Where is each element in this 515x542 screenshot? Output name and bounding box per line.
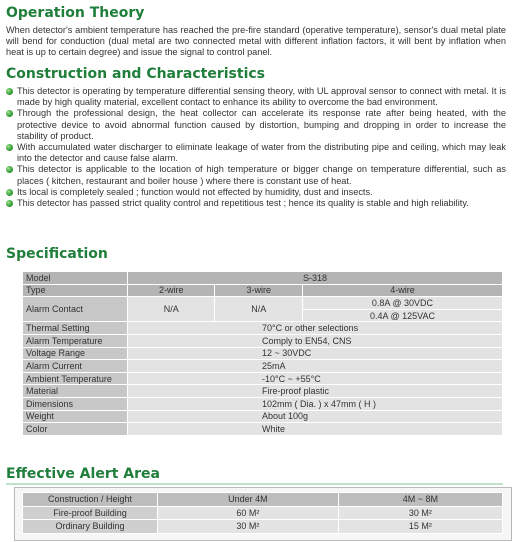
spec-value: About 100g <box>128 410 503 423</box>
spec-label: Alarm Contact <box>23 297 128 322</box>
spec-value: 102mm ( Dia. ) x 47mm ( H ) <box>128 397 503 410</box>
table-row <box>23 493 503 507</box>
table-row <box>23 322 503 335</box>
alert-value: 30 M² <box>338 506 502 520</box>
table-row <box>23 520 503 534</box>
spec-label: Ambient Temperature <box>23 372 128 385</box>
alert-value: 15 M² <box>338 520 502 534</box>
operation-theory-title: Operation Theory <box>6 5 145 21</box>
construction-item: With accumulated water discharger to eliminate leakage of water from the distributing pipe and ceiling, which may leak into the detector and cause false alarm. <box>6 142 506 164</box>
construction-title: Construction and Characteristics <box>6 66 265 82</box>
spec-alarm-contact-3wire: N/A <box>215 297 302 322</box>
construction-item: Through the professional design, the heat collector can accelerate its response rate after being heated, with the protective device to avoid abnormal function caused by distortion, bumping and dropping in order to increase the stability of product. <box>6 108 506 142</box>
table-row <box>23 385 503 398</box>
spec-label: Alarm Temperature <box>23 334 128 347</box>
spec-model-value: S-318 <box>128 272 503 285</box>
construction-list <box>6 86 506 209</box>
green-bullet-icon <box>6 200 13 207</box>
spec-value: Comply to EN54, CNS <box>128 334 503 347</box>
green-bullet-icon <box>6 88 13 95</box>
table-row <box>23 372 503 385</box>
spec-label: Type <box>23 284 128 297</box>
table-row <box>23 347 503 360</box>
spec-type-2wire: 2-wire <box>128 284 215 297</box>
spec-alarm-contact-2wire: N/A <box>128 297 215 322</box>
alert-value: 60 M² <box>158 506 339 520</box>
table-row <box>23 284 503 297</box>
spec-label: Color <box>23 423 128 436</box>
spec-alarm-contact-4wire-dc: 0.8A @ 30VDC <box>302 297 502 310</box>
spec-type-4wire: 4-wire <box>302 284 502 297</box>
green-bullet-icon <box>6 189 13 196</box>
table-row <box>23 297 503 310</box>
construction-item: This detector is applicable to the location of high temperature or bigger change on temperature differential, such as places ( kitchen, restaurant and boiler house ) where there is constant use of heat. <box>6 164 506 186</box>
spec-value: -10°C ~ +55°C <box>128 372 503 385</box>
specification-table <box>22 271 503 436</box>
spec-type-3wire: 3-wire <box>215 284 302 297</box>
table-row <box>23 506 503 520</box>
title-underline <box>6 483 503 485</box>
table-row <box>23 423 503 436</box>
spec-alarm-contact-4wire-ac: 0.4A @ 125VAC <box>302 309 502 322</box>
table-row <box>23 397 503 410</box>
green-bullet-icon <box>6 110 13 117</box>
spec-label: Model <box>23 272 128 285</box>
alert-area-title: Effective Alert Area <box>6 466 160 482</box>
alert-label: Fire-proof Building <box>23 506 158 520</box>
alert-header: 4M ~ 8M <box>338 493 502 507</box>
alert-header: Under 4M <box>158 493 339 507</box>
spec-label: Thermal Setting <box>23 322 128 335</box>
spec-label: Material <box>23 385 128 398</box>
spec-label: Voltage Range <box>23 347 128 360</box>
construction-item: This detector is operating by temperature differential sensing theory, with UL approval sensor to connect with metal. It is made by high quality material, excellent contact to enhance its ability to overcome the bad environment. <box>6 86 506 108</box>
spec-label: Dimensions <box>23 397 128 410</box>
spec-value: Fire-proof plastic <box>128 385 503 398</box>
spec-value: 70°C or other selections <box>128 322 503 335</box>
spec-label: Weight <box>23 410 128 423</box>
table-row <box>23 334 503 347</box>
alert-area-table <box>22 492 503 534</box>
green-bullet-icon <box>6 166 13 173</box>
spec-value: White <box>128 423 503 436</box>
construction-item: This detector has passed strict quality control and repetitious test ; hence its quality is stable and high reliability. <box>6 198 506 209</box>
table-row <box>23 410 503 423</box>
spec-value: 12 ~ 30VDC <box>128 347 503 360</box>
table-row <box>23 360 503 373</box>
green-bullet-icon <box>6 144 13 151</box>
operation-theory-text: When detector's ambient temperature has reached the pre-fire standard (operative temperature), sensor's dual metal plate will bend for conduction (dual metal are two connected metal with different inflation factors, it will bent by inflation when heat is up to certain degree) and issue the signal to control panel. <box>6 25 506 58</box>
alert-value: 30 M² <box>158 520 339 534</box>
specification-title: Specification <box>6 246 108 262</box>
spec-label: Alarm Current <box>23 360 128 373</box>
table-row <box>23 272 503 285</box>
construction-item: Its local is completely sealed ; function would not effected by humidity, dust and insects. <box>6 187 506 198</box>
alert-header: Construction / Height <box>23 493 158 507</box>
alert-label: Ordinary Building <box>23 520 158 534</box>
spec-value: 25mA <box>128 360 503 373</box>
